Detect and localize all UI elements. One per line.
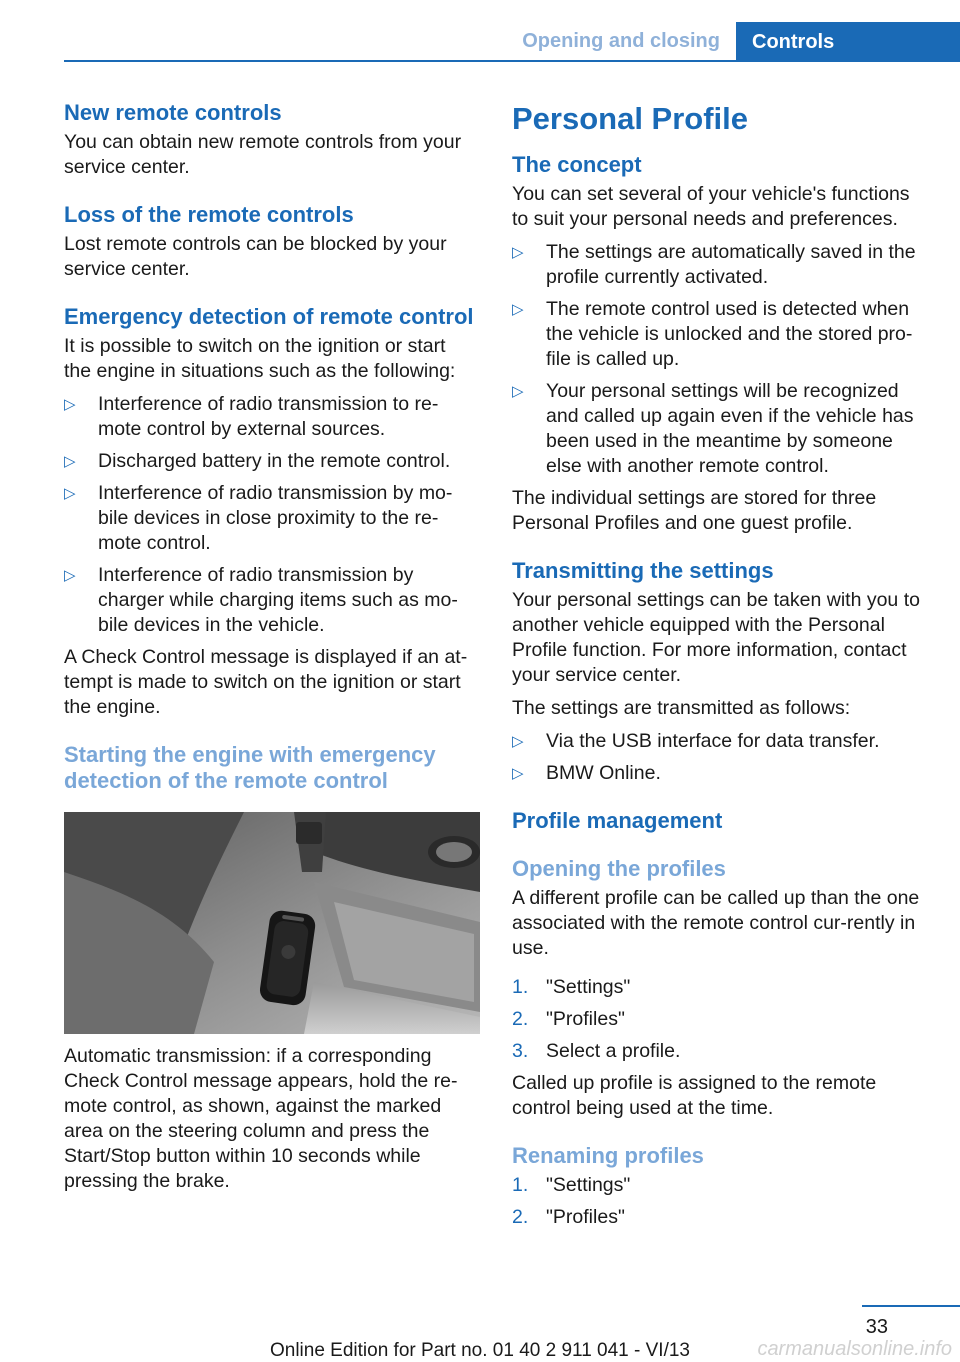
- text-loss-remote: Lost remote controls can be blocked by your service center.: [64, 233, 447, 280]
- heading-starting-engine: Starting the engine with emergency detection of the remote control: [64, 742, 436, 793]
- heading-concept: The concept: [512, 152, 642, 177]
- list-item: 1. "Settings": [512, 1174, 631, 1196]
- text-transmitting: Your personal settings can be taken with you to another vehicle equipped with the Personal Profile function. For more information, contact your service center.: [512, 589, 920, 686]
- opening-steps: [512, 975, 928, 1064]
- triangle-bullet-icon: ▷: [512, 301, 524, 318]
- left-column: [64, 100, 476, 1202]
- text-photo-caption: Automatic transmission: if a corresponding Check Control message appears, hold the re‐mote control, as shown, against the marked area on the steering column and press the Start/Stop button within 10 seconds while pressing the brake.: [64, 1045, 458, 1192]
- header-section-title: Opening and closing: [522, 30, 720, 52]
- page-number: 33: [865, 1316, 888, 1338]
- steering-column-key-photo: [64, 812, 480, 1034]
- triangle-bullet-icon: ▷: [64, 485, 76, 502]
- right-column: [512, 100, 928, 1237]
- page-title: Personal Profile: [512, 101, 749, 136]
- heading-opening-profiles: Opening the profiles: [512, 856, 726, 881]
- list-item: ▷ BMW Online.: [512, 762, 661, 784]
- list-item: 1. "Settings": [512, 976, 631, 998]
- text-called-up-profile: Called up profile is assigned to the remote control being used at the time.: [512, 1072, 877, 1119]
- text-check-control: A Check Control message is displayed if an at‐tempt is made to switch on the ignition or start the engine.: [64, 646, 468, 718]
- list-item: ▷ The remote control used is detected when the vehicle is unlocked and the stored pro‐file is called up.: [512, 298, 913, 370]
- renaming-steps: [512, 1173, 928, 1230]
- concept-list: [512, 240, 928, 479]
- heading-loss-remote: Loss of the remote controls: [64, 202, 354, 227]
- footer-divider: [862, 1305, 960, 1307]
- emergency-list: [64, 392, 476, 638]
- header-chapter-tab: Controls: [736, 22, 960, 62]
- list-item: ▷ Discharged battery in the remote control.: [64, 450, 451, 472]
- list-item: ▷ Via the USB interface for data transfer.: [512, 730, 880, 752]
- list-item: 2. "Profiles": [512, 1008, 625, 1030]
- heading-new-remote: New remote controls: [64, 100, 282, 125]
- list-item: ▷ Interference of radio transmission by mo‐bile devices in close proximity to the re‐mote control.: [64, 482, 453, 554]
- triangle-bullet-icon: ▷: [512, 733, 524, 750]
- transmit-list: [512, 729, 928, 786]
- list-item: ▷ Interference of radio transmission to re‐mote control by external sources.: [64, 393, 439, 440]
- triangle-bullet-icon: ▷: [64, 453, 76, 470]
- list-item: ▷ Your personal settings will be recognized and called up again even if the vehicle has been used in the meantime by someone else with another remote control.: [512, 380, 914, 477]
- footer-edition: Online Edition for Part no. 01 40 2 911 041 - VI/13: [269, 1340, 691, 1361]
- heading-profile-management: Profile management: [512, 808, 723, 833]
- triangle-bullet-icon: ▷: [64, 396, 76, 413]
- list-item: 2. "Profiles": [512, 1206, 625, 1228]
- list-item: ▷ The settings are automatically saved in the profile currently activated.: [512, 241, 916, 288]
- list-item: 3. Select a profile.: [512, 1040, 681, 1062]
- heading-emergency-detection: Emergency detection of remote control: [64, 304, 474, 329]
- text-opening-profiles: A different profile can be called up than the one associated with the remote control cur‐rently in use.: [512, 887, 920, 959]
- text-profiles-stored: The individual settings are stored for three Personal Profiles and one guest profile.: [512, 487, 877, 534]
- watermark: carmanualsonline.info: [757, 1338, 952, 1360]
- triangle-bullet-icon: ▷: [512, 244, 524, 261]
- heading-transmitting: Transmitting the settings: [512, 558, 774, 583]
- triangle-bullet-icon: ▷: [512, 383, 524, 400]
- triangle-bullet-icon: ▷: [64, 567, 76, 584]
- text-concept: You can set several of your vehicle's functions to suit your personal needs and preferences.: [512, 183, 910, 230]
- triangle-bullet-icon: ▷: [512, 765, 524, 782]
- list-item: ▷ Interference of radio transmission by charger while charging items such as mo‐bile devices in the vehicle.: [64, 564, 458, 636]
- text-emergency-intro: It is possible to switch on the ignition or start the engine in situations such as the following:: [64, 335, 456, 382]
- text-transmitted-as: The settings are transmitted as follows:: [512, 697, 851, 719]
- text-new-remote: You can obtain new remote controls from your service center.: [64, 131, 462, 178]
- header-divider: [64, 60, 960, 62]
- heading-renaming-profiles: Renaming profiles: [512, 1143, 704, 1168]
